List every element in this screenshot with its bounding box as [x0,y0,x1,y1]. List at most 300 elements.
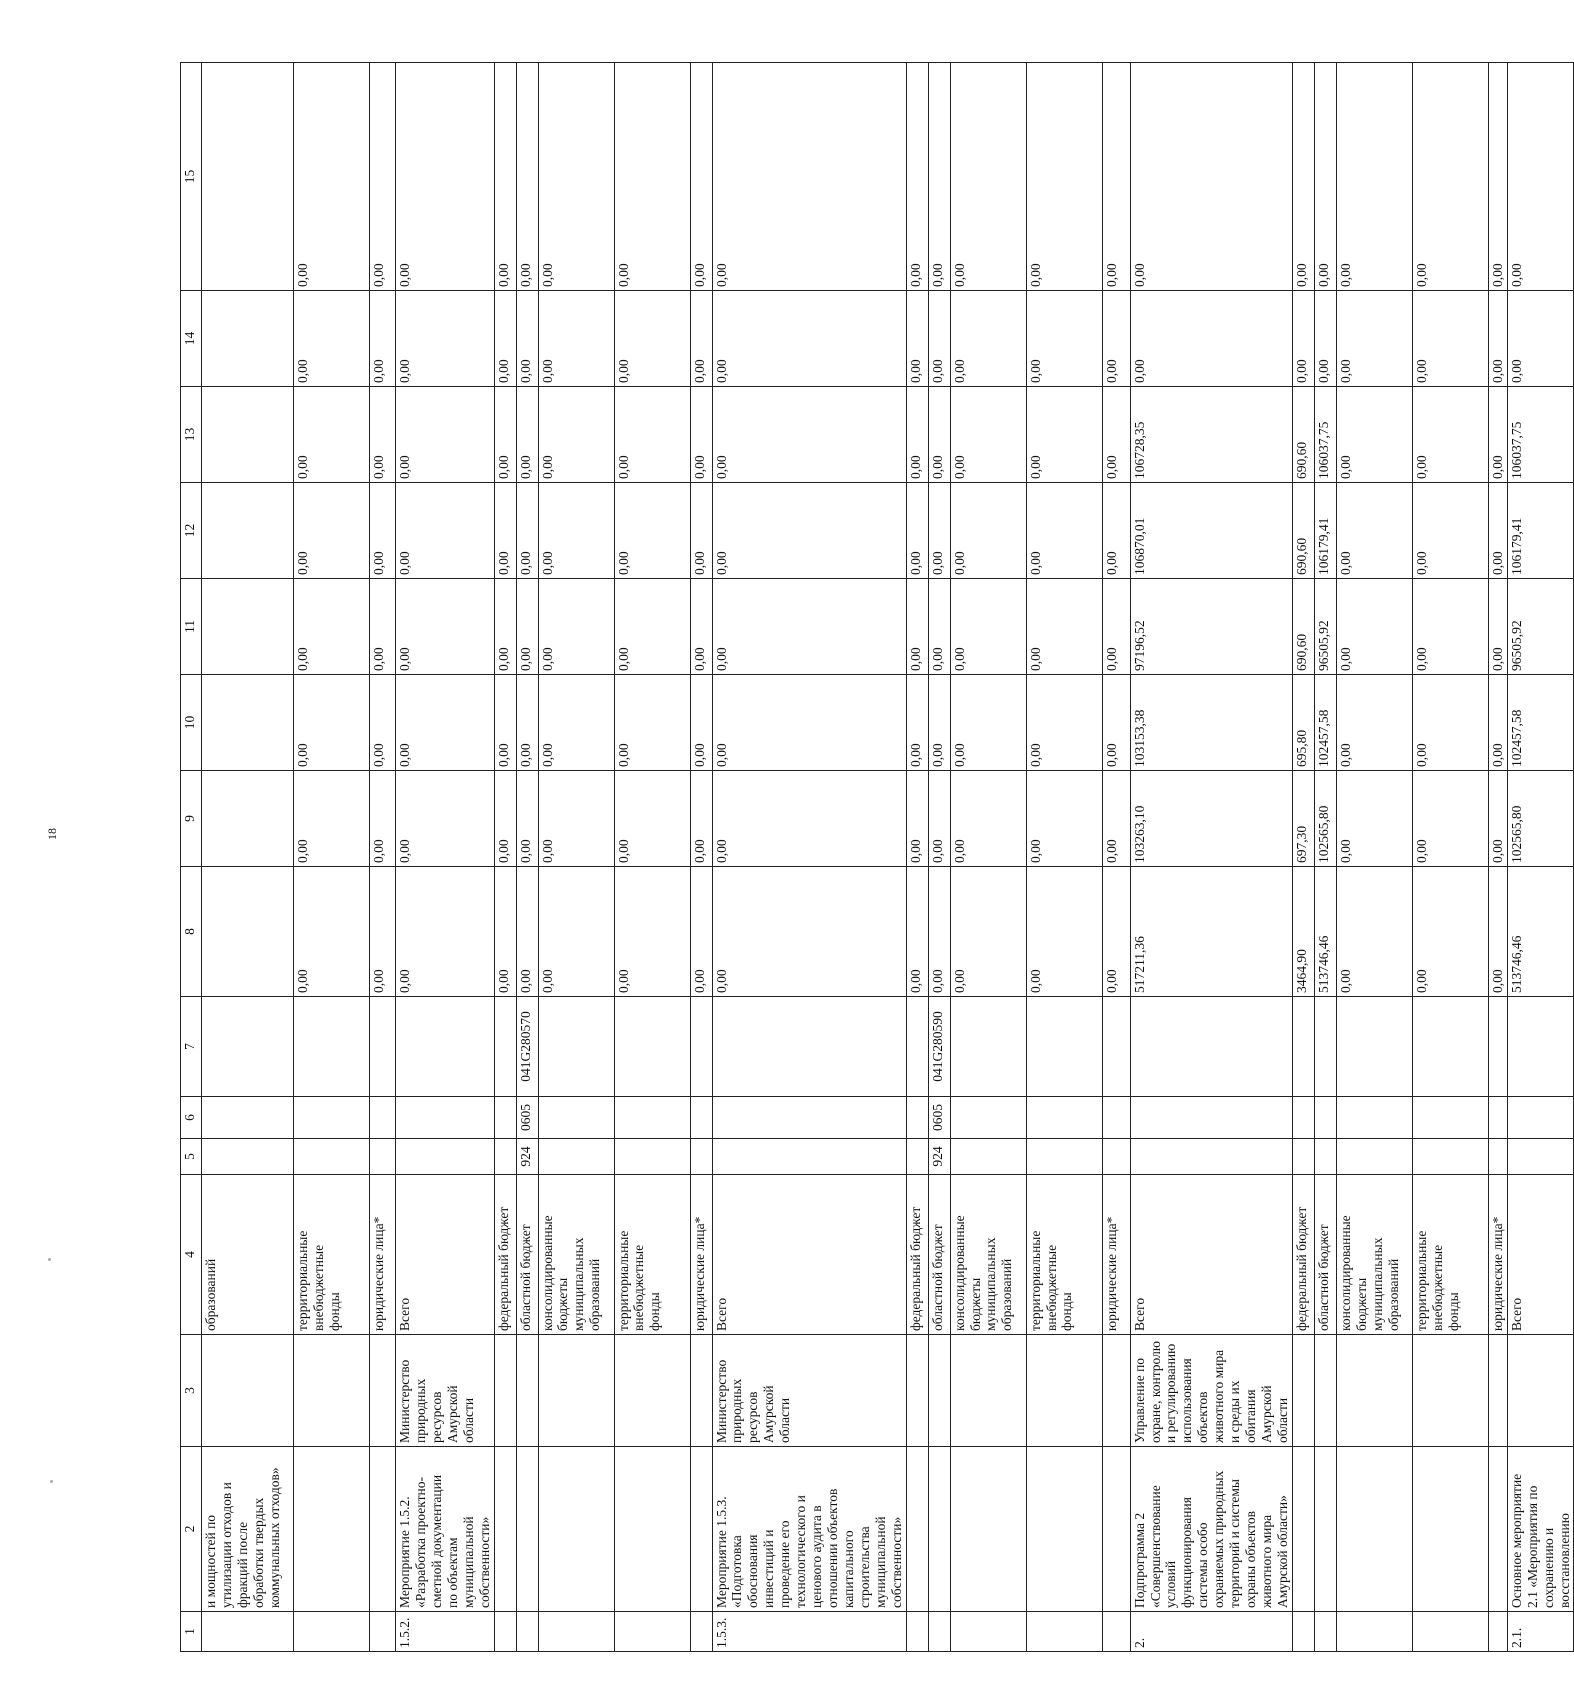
table-row [1488,63,1507,1652]
table-cell-col5 [370,1139,396,1175]
table-cell-col2 [494,1447,516,1612]
table-cell-col4: Всего [712,1175,906,1335]
table-cell-col2 [294,1447,370,1612]
table-cell-col15: 0,00 [928,63,950,291]
table-cell-col15: 0,00 [1292,63,1314,291]
table-cell-col7 [202,997,294,1097]
table-cell-col4: областной бюджет [928,1175,950,1335]
table-row [1412,63,1488,1652]
table-row [712,63,906,1652]
table-cell-col5 [1336,1139,1412,1175]
table-cell-col2 [928,1447,950,1612]
table-cell-col12: 0,00 [906,483,928,579]
table-cell-col1 [1314,1612,1336,1652]
table-row [294,63,370,1652]
table-cell-col13: 0,00 [294,387,370,483]
table-cell-col12: 106179,41 [1507,483,1574,579]
table-cell-col7 [294,997,370,1097]
table-cell-col7 [396,997,495,1097]
table-cell-col4: территориальные внебюджетные фонды [614,1175,690,1335]
table-cell-col3 [928,1335,950,1447]
table-cell-col14: 0,00 [1507,291,1574,387]
table-cell-col13: 0,00 [1102,387,1130,483]
table-cell-col7 [1507,997,1574,1097]
table-cell-col4: консолидированные бюджеты муниципальных образований [950,1175,1026,1335]
table-cell-col7 [712,997,906,1097]
table-cell-col4: юридические лица* [1488,1175,1507,1335]
table-cell-col5 [1488,1139,1507,1175]
table-cell-col8: 0,00 [1336,867,1412,997]
table-cell-col4: Всего [1507,1175,1574,1335]
table-cell-col11: 0,00 [1488,579,1507,675]
table-cell-col8: 3464,90 [1292,867,1314,997]
column-number-2: 2 [181,1447,202,1612]
table-cell-col10 [202,675,294,771]
table-cell-col1 [370,1612,396,1652]
table-cell-col14: 0,00 [516,291,538,387]
table-cell-col11: 0,00 [396,579,495,675]
table-cell-col3 [614,1335,690,1447]
table-cell-col2: Подпрограмма 2 «Совершенствование условий функционирования системы особо охраняемых природных территорий и системы охраны объектов животного мира Амурской области» [1130,1447,1292,1612]
table-cell-col4: федеральный бюджет [906,1175,928,1335]
table-cell-col4: территориальные внебюджетные фонды [294,1175,370,1335]
table-cell-col13: 0,00 [1412,387,1488,483]
table-cell-col13: 0,00 [690,387,712,483]
table-cell-col12: 0,00 [538,483,614,579]
table-cell-col7 [494,997,516,1097]
table-cell-col3 [370,1335,396,1447]
table-cell-col7 [1102,997,1130,1097]
table-cell-col8: 0,00 [538,867,614,997]
table-cell-col5 [494,1139,516,1175]
table-cell-col4: территориальные внебюджетные фонды [1026,1175,1102,1335]
table-cell-col5 [1507,1139,1574,1175]
table-cell-col10: 0,00 [494,675,516,771]
table-cell-col5 [1102,1139,1130,1175]
table-cell-col12: 0,00 [1336,483,1412,579]
table-cell-col4: федеральный бюджет [494,1175,516,1335]
table-cell-col3 [294,1335,370,1447]
table-cell-col1: 1.5.2. [396,1612,495,1652]
table-cell-col12: 0,00 [928,483,950,579]
table-cell-col13 [202,387,294,483]
table-cell-col2 [1292,1447,1314,1612]
table-cell-col12: 106870,01 [1130,483,1292,579]
table-cell-col14: 0,00 [494,291,516,387]
table-cell-col6 [1336,1097,1412,1139]
table-cell-col14: 0,00 [1412,291,1488,387]
table-cell-col6 [1412,1097,1488,1139]
table-cell-col3 [1026,1335,1102,1447]
table-cell-col14: 0,00 [1314,291,1336,387]
table-cell-col6: 0605 [516,1097,538,1139]
table-cell-col10: 0,00 [1336,675,1412,771]
table-cell-col2 [538,1447,614,1612]
table-cell-col4: юридические лица* [690,1175,712,1335]
table-cell-col6 [1130,1097,1292,1139]
table-cell-col12: 0,00 [1412,483,1488,579]
table-cell-col8: 0,00 [1102,867,1130,997]
table-cell-col10: 0,00 [712,675,906,771]
column-number-15: 15 [181,63,202,291]
table-cell-col1 [294,1612,370,1652]
table-cell-col6 [1488,1097,1507,1139]
table-cell-col12: 106179,41 [1314,483,1336,579]
table-cell-col11: 690,60 [1292,579,1314,675]
table-cell-col14: 0,00 [1292,291,1314,387]
table-row [202,63,294,1652]
table-cell-col13: 690,60 [1292,387,1314,483]
table-cell-col6 [396,1097,495,1139]
table-cell-col4: консолидированные бюджеты муниципальных образований [538,1175,614,1335]
column-number-12: 12 [181,483,202,579]
table-row [1314,63,1336,1652]
table-cell-col14: 0,00 [1336,291,1412,387]
table-cell-col3 [538,1335,614,1447]
table-cell-col9: 0,00 [1336,771,1412,867]
table-cell-col14: 0,00 [538,291,614,387]
table-cell-col3 [494,1335,516,1447]
table-cell-col5 [396,1139,495,1175]
table-cell-col13: 0,00 [906,387,928,483]
table-cell-col2 [690,1447,712,1612]
table-cell-col12: 0,00 [294,483,370,579]
table-cell-col11: 0,00 [928,579,950,675]
table-cell-col15: 0,00 [516,63,538,291]
table-cell-col3 [1412,1335,1488,1447]
table-cell-col8: 0,00 [690,867,712,997]
table-cell-col5: 924 [928,1139,950,1175]
column-number-8: 8 [181,867,202,997]
table-cell-col7 [1314,997,1336,1097]
table-cell-col9: 697,30 [1292,771,1314,867]
table-cell-col4: юридические лица* [370,1175,396,1335]
table-cell-col8: 0,00 [516,867,538,997]
table-cell-col14: 0,00 [950,291,1026,387]
table-cell-col5: 924 [516,1139,538,1175]
table-cell-col11: 0,00 [1336,579,1412,675]
table-cell-col13: 0,00 [370,387,396,483]
table-cell-col15: 0,00 [950,63,1026,291]
table-cell-col1 [1102,1612,1130,1652]
table-cell-col3 [950,1335,1026,1447]
table-cell-col9: 0,00 [396,771,495,867]
table-cell-col11: 0,00 [294,579,370,675]
table-cell-col4: областной бюджет [516,1175,538,1335]
table-cell-col7 [1488,997,1507,1097]
table-cell-col6 [906,1097,928,1139]
table-cell-col2 [516,1447,538,1612]
column-number-3: 3 [181,1335,202,1447]
table-cell-col9: 0,00 [516,771,538,867]
table-cell-col6 [370,1097,396,1139]
table-cell-col10: 0,00 [928,675,950,771]
table-cell-col6 [690,1097,712,1139]
table-cell-col6 [614,1097,690,1139]
table-cell-col13: 0,00 [396,387,495,483]
table-cell-col11: 96505,92 [1507,579,1574,675]
table-cell-col10: 0,00 [1102,675,1130,771]
table-cell-col9: 102565,80 [1507,771,1574,867]
table-cell-col11 [202,579,294,675]
table-cell-col15: 0,00 [370,63,396,291]
table-row [494,63,516,1652]
table-cell-col14: 0,00 [1130,291,1292,387]
table-cell-col11: 0,00 [690,579,712,675]
table-cell-col11: 0,00 [712,579,906,675]
table-cell-col6 [1292,1097,1314,1139]
table-cell-col3 [202,1335,294,1447]
table-cell-col8 [202,867,294,997]
table-cell-col15 [202,63,294,291]
table-cell-col8: 0,00 [294,867,370,997]
table-cell-col14: 0,00 [690,291,712,387]
table-cell-col7 [1292,997,1314,1097]
table-cell-col15: 0,00 [1412,63,1488,291]
table-cell-col5 [1412,1139,1488,1175]
table-cell-col9: 0,00 [928,771,950,867]
table-cell-col4: образований [202,1175,294,1335]
table-cell-col11: 97196,52 [1130,579,1292,675]
table-cell-col7 [1336,997,1412,1097]
table-cell-col3 [516,1335,538,1447]
table-cell-col10: 0,00 [614,675,690,771]
table-cell-col13: 0,00 [1488,387,1507,483]
rotated-table-wrapper [180,62,1572,1652]
table-cell-col3 [1102,1335,1130,1447]
table-cell-col8: 0,00 [950,867,1026,997]
table-cell-col4: Всего [396,1175,495,1335]
column-number-9: 9 [181,771,202,867]
table-cell-col11: 0,00 [906,579,928,675]
table-cell-col7: 041G280590 [928,997,950,1097]
table-cell-col6 [1026,1097,1102,1139]
table-cell-col11: 0,00 [516,579,538,675]
table-cell-col3 [1488,1335,1507,1447]
table-cell-col1 [906,1612,928,1652]
table-cell-col12: 0,00 [516,483,538,579]
table-cell-col14: 0,00 [1488,291,1507,387]
table-cell-col13: 0,00 [712,387,906,483]
table-cell-col14: 0,00 [1102,291,1130,387]
table-cell-col11: 0,00 [1026,579,1102,675]
table-cell-col13: 0,00 [538,387,614,483]
table-cell-col3: Министерство природных ресурсов Амурской области [712,1335,906,1447]
table-cell-col5 [690,1139,712,1175]
table-cell-col9: 0,00 [690,771,712,867]
table-cell-col12: 0,00 [396,483,495,579]
table-cell-col3: Министерство природных ресурсов Амурской области [396,1335,495,1447]
table-cell-col5 [712,1139,906,1175]
table-row [614,63,690,1652]
table-row [1507,63,1574,1652]
table-cell-col11: 0,00 [538,579,614,675]
scan-speck [50,1480,53,1483]
table-cell-col13: 0,00 [516,387,538,483]
table-cell-col15: 0,00 [712,63,906,291]
table-cell-col13: 0,00 [1336,387,1412,483]
table-cell-col15: 0,00 [690,63,712,291]
table-cell-col2: Мероприятие 1.5.3. «Подготовка обоснования инвестиций и проведение его технологического и ценового аудита в отношении объектов капитального строительства муниципальной собственности» [712,1447,906,1612]
table-cell-col11: 0,00 [950,579,1026,675]
table-cell-col14: 0,00 [712,291,906,387]
table-cell-col10: 102457,58 [1314,675,1336,771]
table-cell-col12: 0,00 [614,483,690,579]
table-cell-col11: 0,00 [614,579,690,675]
table-cell-col9: 0,00 [950,771,1026,867]
column-number-1: 1 [181,1612,202,1652]
table-cell-col10: 0,00 [516,675,538,771]
table-cell-col14: 0,00 [614,291,690,387]
table-cell-col15: 0,00 [396,63,495,291]
column-number-10: 10 [181,675,202,771]
table-cell-col2: Мероприятие 1.5.2. «Разработка проектно- сметной документации по объектам муниципальной собственности» [396,1447,495,1612]
table-cell-col9 [202,771,294,867]
table-cell-col14: 0,00 [294,291,370,387]
table-cell-col9: 0,00 [370,771,396,867]
table-cell-col1 [1336,1612,1412,1652]
table-cell-col12: 0,00 [1102,483,1130,579]
table-row [950,63,1026,1652]
table-cell-col6 [294,1097,370,1139]
table-cell-col14: 0,00 [906,291,928,387]
table-cell-col11: 0,00 [1412,579,1488,675]
table-cell-col15: 0,00 [614,63,690,291]
table-cell-col9: 0,00 [1488,771,1507,867]
table-cell-col5 [538,1139,614,1175]
table-cell-col1: 2.1. [1507,1612,1574,1652]
table-cell-col8: 0,00 [1488,867,1507,997]
table-cell-col5 [1292,1139,1314,1175]
table-cell-col10: 0,00 [294,675,370,771]
table-row [906,63,928,1652]
table-cell-col7 [1412,997,1488,1097]
table-cell-col12 [202,483,294,579]
table-cell-col10: 102457,58 [1507,675,1574,771]
table-cell-col1 [928,1612,950,1652]
table-cell-col2 [1102,1447,1130,1612]
table-cell-col15: 0,00 [294,63,370,291]
table-cell-col1: 2. [1130,1612,1292,1652]
table-cell-col8: 0,00 [370,867,396,997]
table-cell-col6 [1314,1097,1336,1139]
table-cell-col8: 0,00 [396,867,495,997]
table-cell-col15: 0,00 [1102,63,1130,291]
table-cell-col1 [950,1612,1026,1652]
table-cell-col12: 0,00 [1488,483,1507,579]
table-cell-col8: 517211,36 [1130,867,1292,997]
table-cell-col7 [1130,997,1292,1097]
table-cell-col15: 0,00 [494,63,516,291]
table-row [1102,63,1130,1652]
table-row [370,63,396,1652]
table-cell-col10: 0,00 [950,675,1026,771]
table-cell-col8: 0,00 [614,867,690,997]
table-cell-col5 [1314,1139,1336,1175]
table-cell-col12: 690,60 [1292,483,1314,579]
table-cell-col1 [690,1612,712,1652]
column-number-4: 4 [181,1175,202,1335]
table-cell-col7: 041G280570 [516,997,538,1097]
table-cell-col13: 0,00 [950,387,1026,483]
table-cell-col2 [1336,1447,1412,1612]
table-cell-col5 [950,1139,1026,1175]
table-row [538,63,614,1652]
table-cell-col4: территориальные внебюджетные фонды [1412,1175,1488,1335]
table-cell-col2 [1314,1447,1336,1612]
table-cell-col15: 0,00 [1488,63,1507,291]
table-cell-col9: 0,00 [1412,771,1488,867]
table-cell-col13: 106728,35 [1130,387,1292,483]
table-cell-col12: 0,00 [690,483,712,579]
page-number: 18 [45,828,59,840]
table-cell-col2 [370,1447,396,1612]
table-cell-col4: федеральный бюджет [1292,1175,1314,1335]
table-cell-col3 [1292,1335,1314,1447]
column-number-6: 6 [181,1097,202,1139]
table-cell-col10: 0,00 [370,675,396,771]
table-cell-col10: 0,00 [396,675,495,771]
table-row [1130,63,1292,1652]
table-cell-col9: 0,00 [538,771,614,867]
table-cell-col4: Всего [1130,1175,1292,1335]
table-cell-col10: 0,00 [690,675,712,771]
table-cell-col8: 0,00 [712,867,906,997]
table-cell-col8: 0,00 [928,867,950,997]
table-cell-col1 [1026,1612,1102,1652]
table-cell-col14: 0,00 [928,291,950,387]
table-cell-col14: 0,00 [370,291,396,387]
table-cell-col6 [950,1097,1026,1139]
table-cell-col10: 0,00 [1412,675,1488,771]
table-cell-col11: 0,00 [370,579,396,675]
column-number-14: 14 [181,291,202,387]
table-row [1026,63,1102,1652]
table-cell-col5 [202,1139,294,1175]
scan-speck [48,1258,51,1261]
table-cell-col6 [538,1097,614,1139]
table-cell-col3 [1336,1335,1412,1447]
table-cell-col8: 0,00 [494,867,516,997]
table-row [516,63,538,1652]
table-cell-col2: и мощностей по утилизации отходов и фракций после обработки твердых коммунальных отходов» [202,1447,294,1612]
table-cell-col5 [906,1139,928,1175]
table-cell-col15: 0,00 [538,63,614,291]
table-cell-col3 [1314,1335,1336,1447]
table-cell-col6 [1102,1097,1130,1139]
table-cell-col5 [1130,1139,1292,1175]
table-cell-col1 [1488,1612,1507,1652]
table-cell-col7 [1026,997,1102,1097]
table-cell-col1 [538,1612,614,1652]
table-cell-col15: 0,00 [906,63,928,291]
table-cell-col8: 0,00 [1026,867,1102,997]
table-cell-col6 [494,1097,516,1139]
table-cell-col7 [538,997,614,1097]
table-cell-col15: 0,00 [1336,63,1412,291]
table-cell-col2: Основное мероприятие 2.1 «Мероприятия по сохранению и восстановлению [1507,1447,1574,1612]
table-cell-col1 [516,1612,538,1652]
table-cell-col9: 0,00 [614,771,690,867]
table-cell-col12: 0,00 [1026,483,1102,579]
column-number-5: 5 [181,1139,202,1175]
table-cell-col7 [370,997,396,1097]
table-cell-col10: 0,00 [1488,675,1507,771]
table-cell-col7 [614,997,690,1097]
table-cell-col15: 0,00 [1507,63,1574,291]
table-cell-col1 [614,1612,690,1652]
table-cell-col4: областной бюджет [1314,1175,1336,1335]
